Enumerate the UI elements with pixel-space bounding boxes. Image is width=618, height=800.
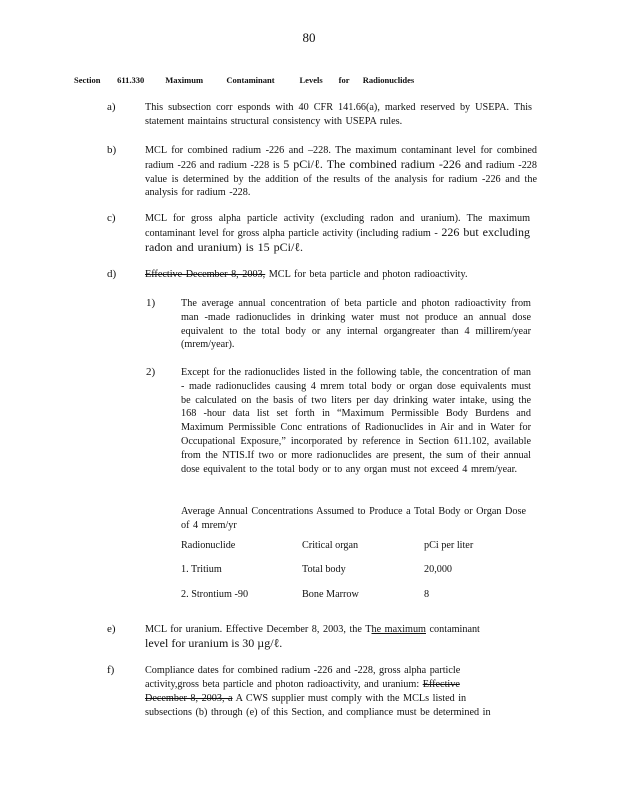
paragraph-f-line3-text: A CWS supplier must comply with the MCLs listed in [232,693,467,704]
paragraph-f-line1: Compliance dates for combined radium -226 and -228, gross alpha particle [145,665,461,676]
paragraph-d-2: Except for the radionuclides listed in the following table, the concentration of man - made radionuclides causing 4 mrem total body or organ dose equivalents must be calculated on the basis of two liters per day drinking water intake, using the 168 -hour data list set forth in “Maximum Permissible Body Burdens and Maximum Permissible Conc entrations of Radionuclides in Air and in Water for Occupational Exposure,” incorporated by reference in Section 611.102, available from the NTIS.If two or more radionuclides are present, the sum of their annual dose equivalent to the total body or to any organ must not exceed 4 mrem/year. [181,367,531,475]
table-cell: 20,000 [424,564,453,575]
heading-section: Section [74,75,101,85]
label-a: a) [107,101,116,113]
label-d: d) [107,268,117,280]
label-f: f) [107,664,115,676]
heading-word-contaminant: Contaminant [226,75,275,85]
paragraph-f-line2-text: activity,gross beta particle and photon radioactivity, and uranium: [145,679,423,690]
heading-word-maximum: Maximum [165,75,204,85]
table-cell: 1. Tritium [181,564,222,575]
paragraph-e-part1: MCL for uranium. Effective December 8, 2003, the T [145,624,372,635]
table-cell: Total body [302,564,346,575]
paragraph-f-line2 [145,678,460,692]
table-caption: Average Annual Concentrations Assumed to Produce a Total Body or Organ Dose of 4 mrem/yr [181,506,526,531]
table-cell: 8 [424,589,430,600]
label-e: e) [107,623,116,635]
paragraph-c [145,212,530,255]
paragraph-b-part2: 5 pCi/ℓ. The combined radium -226 and [283,156,483,171]
paragraph-d-text: MCL for beta particle and photon radioactivity. [265,269,468,280]
page-number: 80 [302,30,316,45]
table-header-radionuclide: Radionuclide [181,540,236,551]
table-header-critical-organ: Critical organ [302,540,359,551]
paragraph-b-part1: MCL for combined radium -226 and –228. The maximum contaminant level for combined radium -226 and radium -228 is [145,145,537,171]
paragraph-f-line3 [145,692,466,706]
heading-word-radionuclides: Radionuclides [362,75,415,85]
paragraph-e-part2: contaminant [425,624,480,635]
heading-word-for: for [338,75,350,85]
table-cell: 2. Strontium -90 [181,589,249,600]
paragraph-d [145,268,525,282]
struck-date-f: December 8, 2003, a [145,693,233,704]
underlined-text-e: he maximum [371,624,426,635]
label-b: b) [107,144,117,156]
section-heading [74,75,414,85]
paragraph-f-line4: subsections (b) through (e) of this Section, and compliance must be determined in [145,707,491,718]
table-header-pci: pCi per liter [424,540,474,551]
paragraph-b-part3: radium -228 value is determined by the addition of the results of the analysis for radium -226 and the analysis for radium -228. [145,159,537,199]
paragraph-e-line2: level for uranium is 30 µg/ℓ. [145,636,283,650]
paragraph-c-part1: MCL for gross alpha particle activity (excluding radon and uranium). The maximum contaminant level for gross alpha particle activity (including radium - [145,213,530,239]
heading-word-levels: Levels [299,75,323,85]
paragraph-b [145,144,537,200]
table-cell: Bone Marrow [302,589,359,600]
paragraph-a: This subsection corr esponds with 40 CFR 141.66(a), marked reserved by USEPA. This statement maintains structural consistency with USEPA rules. [145,102,532,127]
struck-effective-date-d: Effective December 8, 2003, [145,269,266,280]
label-d-2: 2) [146,366,156,378]
heading-number: 611.330 [117,75,145,85]
paragraph-e [145,623,525,637]
paragraph-c-part2: 226 but excluding radon and uranium) is 15 pCi/ℓ. [145,224,531,254]
paragraph-d-1: The average annual concentration of beta particle and photon radioactivity from man -made radionuclides in drinking water must not produce an annual dose equivalent to the total body or any internal organgreater than 4 millirem/year (mrem/year). [181,298,531,351]
label-d-1: 1) [146,297,156,309]
label-c: c) [107,212,116,224]
struck-effective-f: Effective [422,679,460,690]
